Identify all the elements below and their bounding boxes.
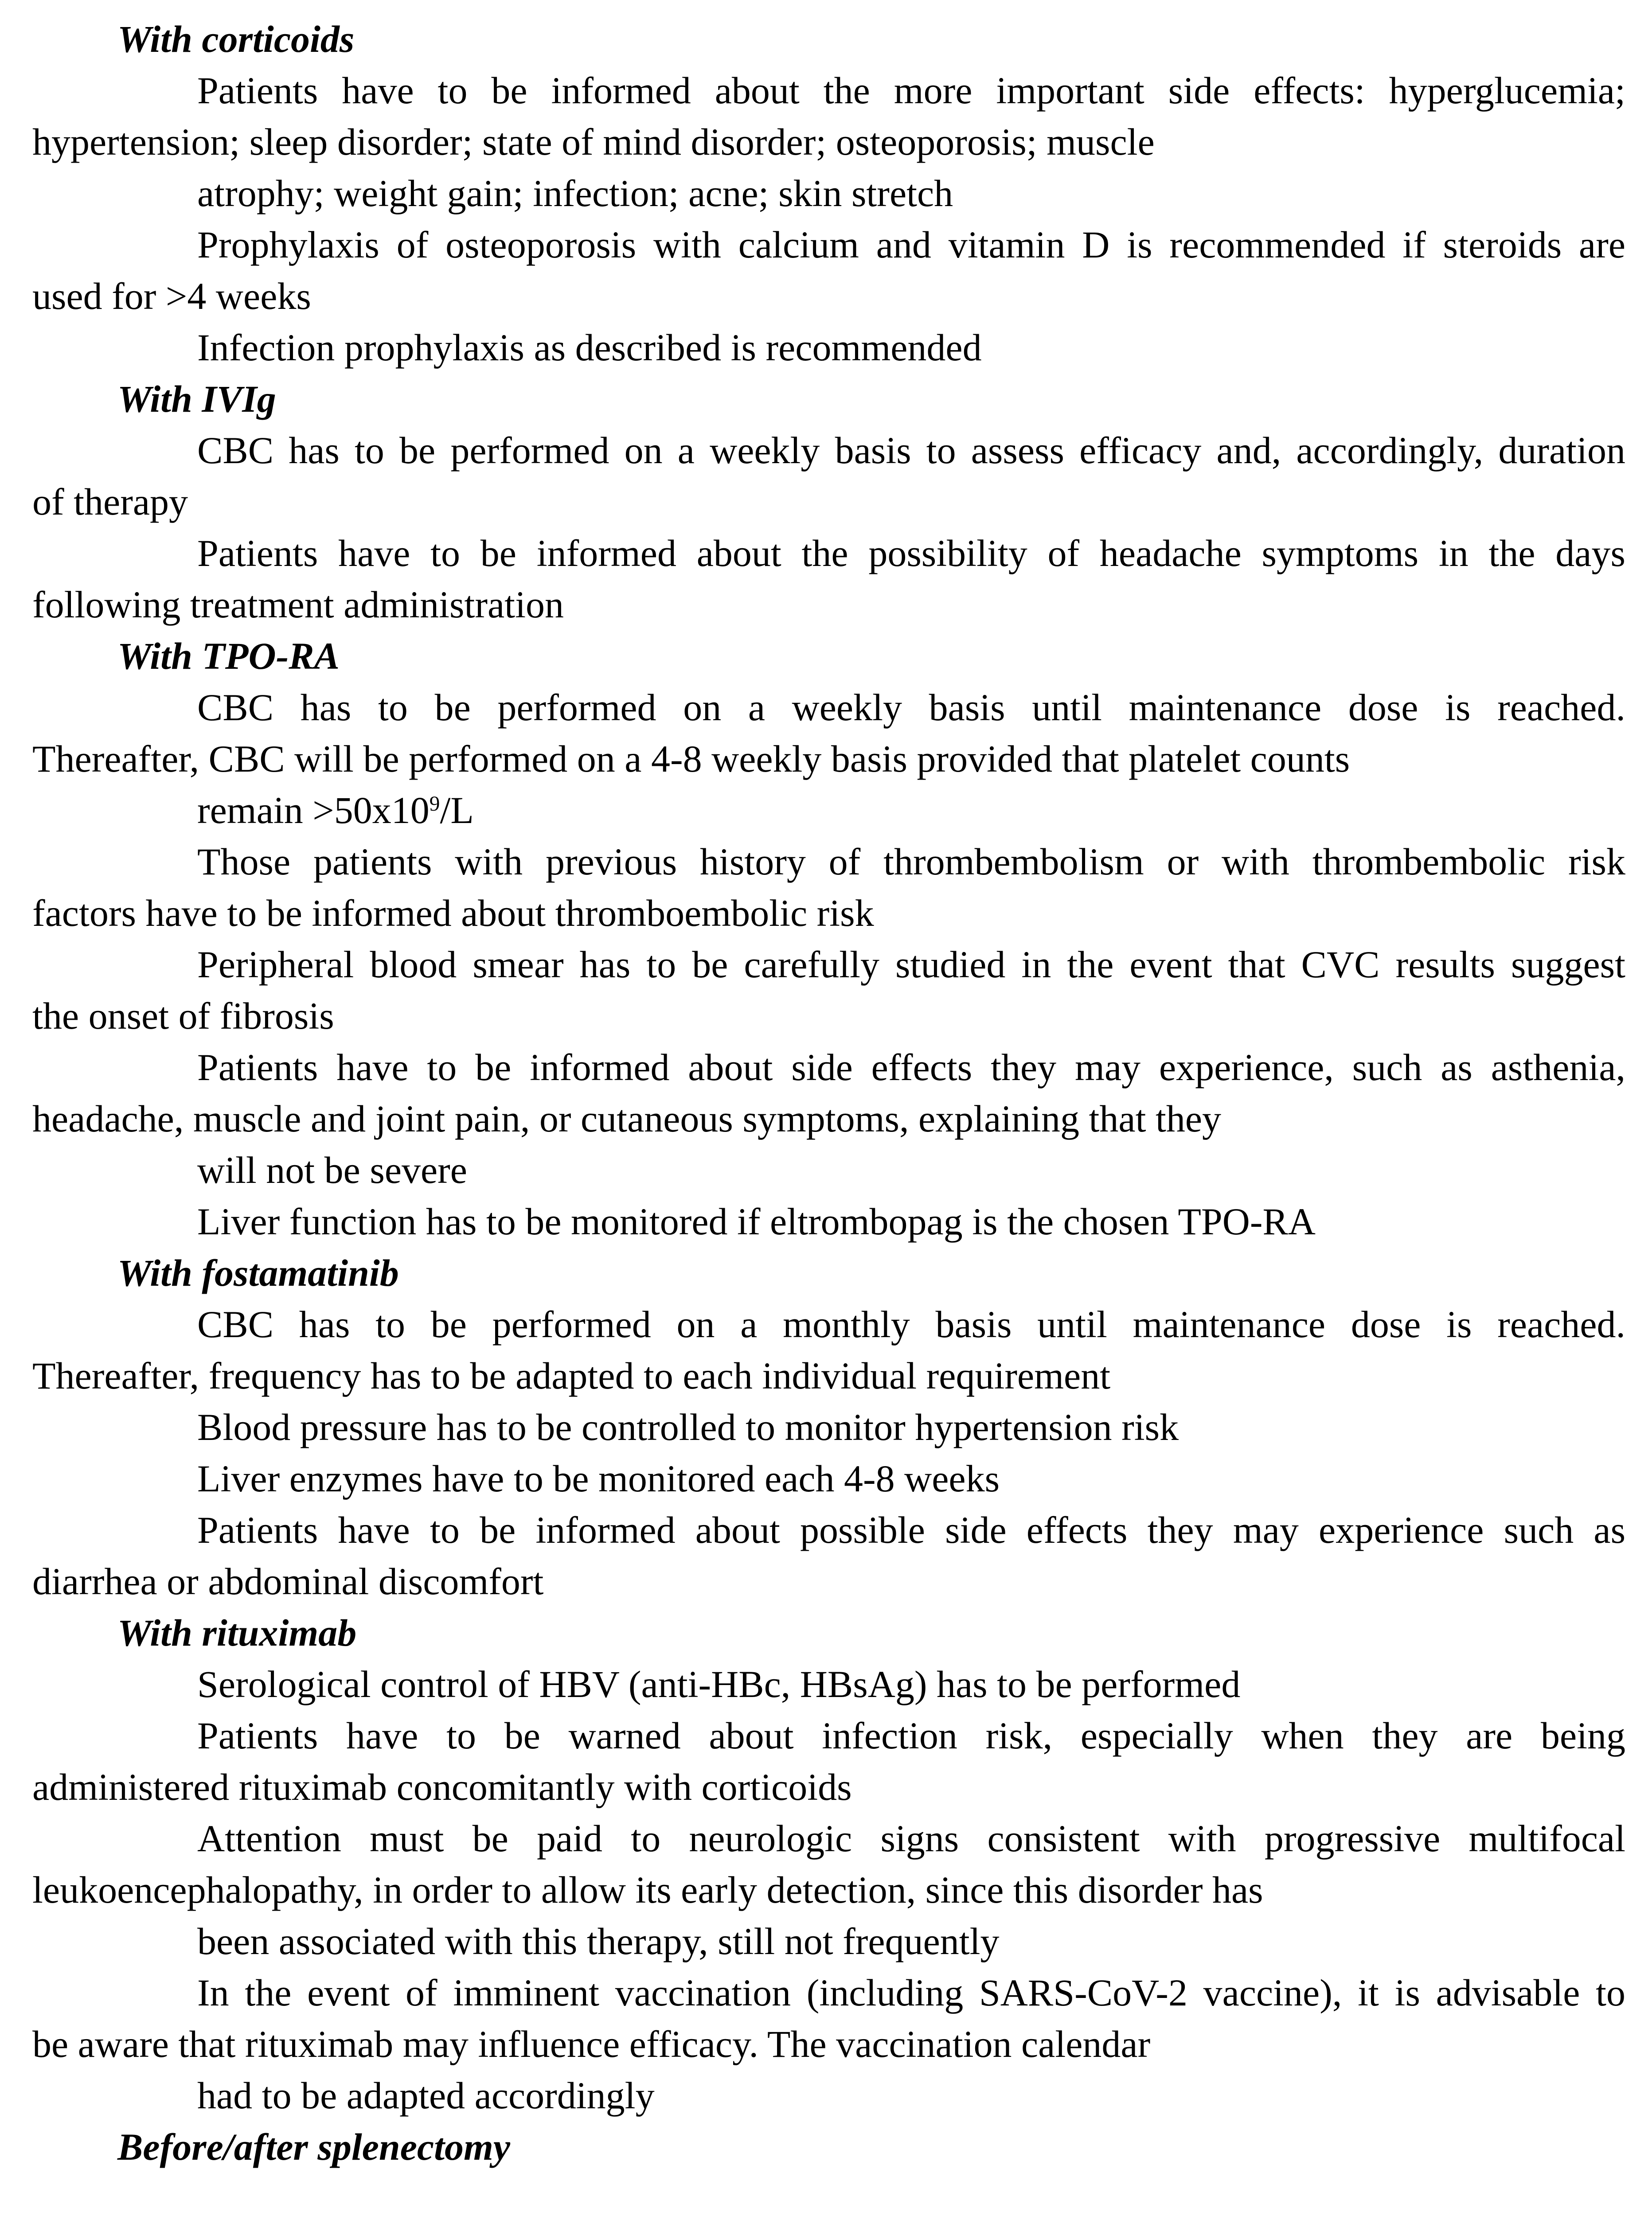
exponent-superscript: 9 xyxy=(429,792,440,815)
paragraph-line: factors have to be informed about thromboembolic risk xyxy=(32,892,874,934)
paragraph-line: Liver enzymes have to be monitored each 4-8 weeks xyxy=(197,1457,1000,1500)
paragraph-line: administered rituximab concomitantly with corticoids xyxy=(32,1766,852,1808)
paragraph-line: Liver function has to be monitored if eltrombopag is the chosen TPO-RA xyxy=(197,1200,1316,1243)
section-heading-tpo-ra: With TPO-RA xyxy=(117,635,340,677)
section-heading-rituximab: With rituximab xyxy=(117,1611,357,1654)
paragraph-line xyxy=(32,784,1625,836)
paragraph-line: Patients have to be informed about side effects they may experience, such as asthenia, xyxy=(197,1046,1626,1088)
paragraph-line: CBC has to be performed on a monthly basis until maintenance dose is reached. xyxy=(197,1303,1626,1346)
paragraph-line: Infection prophylaxis as described is recommended xyxy=(197,326,982,369)
paragraph-line: Patients have to be informed about the more important side effects: hyperglucemia; xyxy=(197,69,1625,112)
platelet-threshold-text: remain >50x10 xyxy=(197,789,430,831)
paragraph-line: used for >4 weeks xyxy=(32,275,311,317)
paragraph-line: hypertension; sleep disorder; state of mind disorder; osteoporosis; muscle xyxy=(32,121,1155,163)
paragraph-line: Serological control of HBV (anti-HBc, HBsAg) has to be performed xyxy=(197,1663,1241,1705)
paragraph-line: Patients have to be informed about possible side effects they may experience such as xyxy=(197,1509,1626,1551)
paragraph-line: Peripheral blood smear has to be carefully studied in the event that CVC results suggest xyxy=(197,943,1626,986)
paragraph-line: had to be adapted accordingly xyxy=(197,2074,655,2117)
section-heading-splenectomy: Before/after splenectomy xyxy=(117,2126,511,2168)
paragraph-line: diarrhea or abdominal discomfort xyxy=(32,1560,544,1603)
paragraph-line: Blood pressure has to be controlled to monitor hypertension risk xyxy=(197,1406,1179,1448)
paragraph-line: Thereafter, CBC will be performed on a 4-8 weekly basis provided that platelet counts xyxy=(32,737,1350,780)
paragraph-line: of therapy xyxy=(32,480,188,523)
paragraph-line: leukoencephalopathy, in order to allow its early detection, since this disorder has xyxy=(32,1869,1263,1911)
paragraph-line: be aware that rituximab may influence efficacy. The vaccination calendar xyxy=(32,2023,1151,2065)
paragraph-line: Those patients with previous history of thrombembolism or with thrombembolic risk xyxy=(197,840,1625,883)
section-heading-corticoids: With corticoids xyxy=(117,18,355,60)
paragraph-line: headache, muscle and joint pain, or cutaneous symptoms, explaining that they xyxy=(32,1097,1222,1140)
paragraph-line: the onset of fibrosis xyxy=(32,995,334,1037)
section-heading-fostamatinib: With fostamatinib xyxy=(117,1252,399,1294)
unit-text: /L xyxy=(440,789,474,831)
paragraph-line: Prophylaxis of osteoporosis with calcium and vitamin D is recommended if steroids are xyxy=(197,223,1625,266)
paragraph-line: will not be severe xyxy=(197,1149,467,1191)
paragraph-line: CBC has to be performed on a weekly basis until maintenance dose is reached. xyxy=(197,686,1625,729)
paragraph-line: Attention must be paid to neurologic signs consistent with progressive multifocal xyxy=(197,1817,1625,1860)
paragraph-line: Patients have to be warned about infection risk, especially when they are being xyxy=(197,1714,1626,1757)
paragraph-line: In the event of imminent vaccination (including SARS-CoV-2 vaccine), it is advisable to xyxy=(197,1971,1625,2014)
section-heading-ivig: With IVIg xyxy=(117,378,276,420)
paragraph-line: Patients have to be informed about the possibility of headache symptoms in the days xyxy=(197,532,1625,574)
paragraph-line: Thereafter, frequency has to be adapted to each individual requirement xyxy=(32,1354,1111,1397)
paragraph-line: CBC has to be performed on a weekly basis to assess efficacy and, accordingly, duration xyxy=(197,429,1625,472)
paragraph-line: atrophy; weight gain; infection; acne; skin stretch xyxy=(197,172,953,215)
paragraph-line: been associated with this therapy, still not frequently xyxy=(197,1920,1000,1962)
paragraph-line: following treatment administration xyxy=(32,583,564,626)
